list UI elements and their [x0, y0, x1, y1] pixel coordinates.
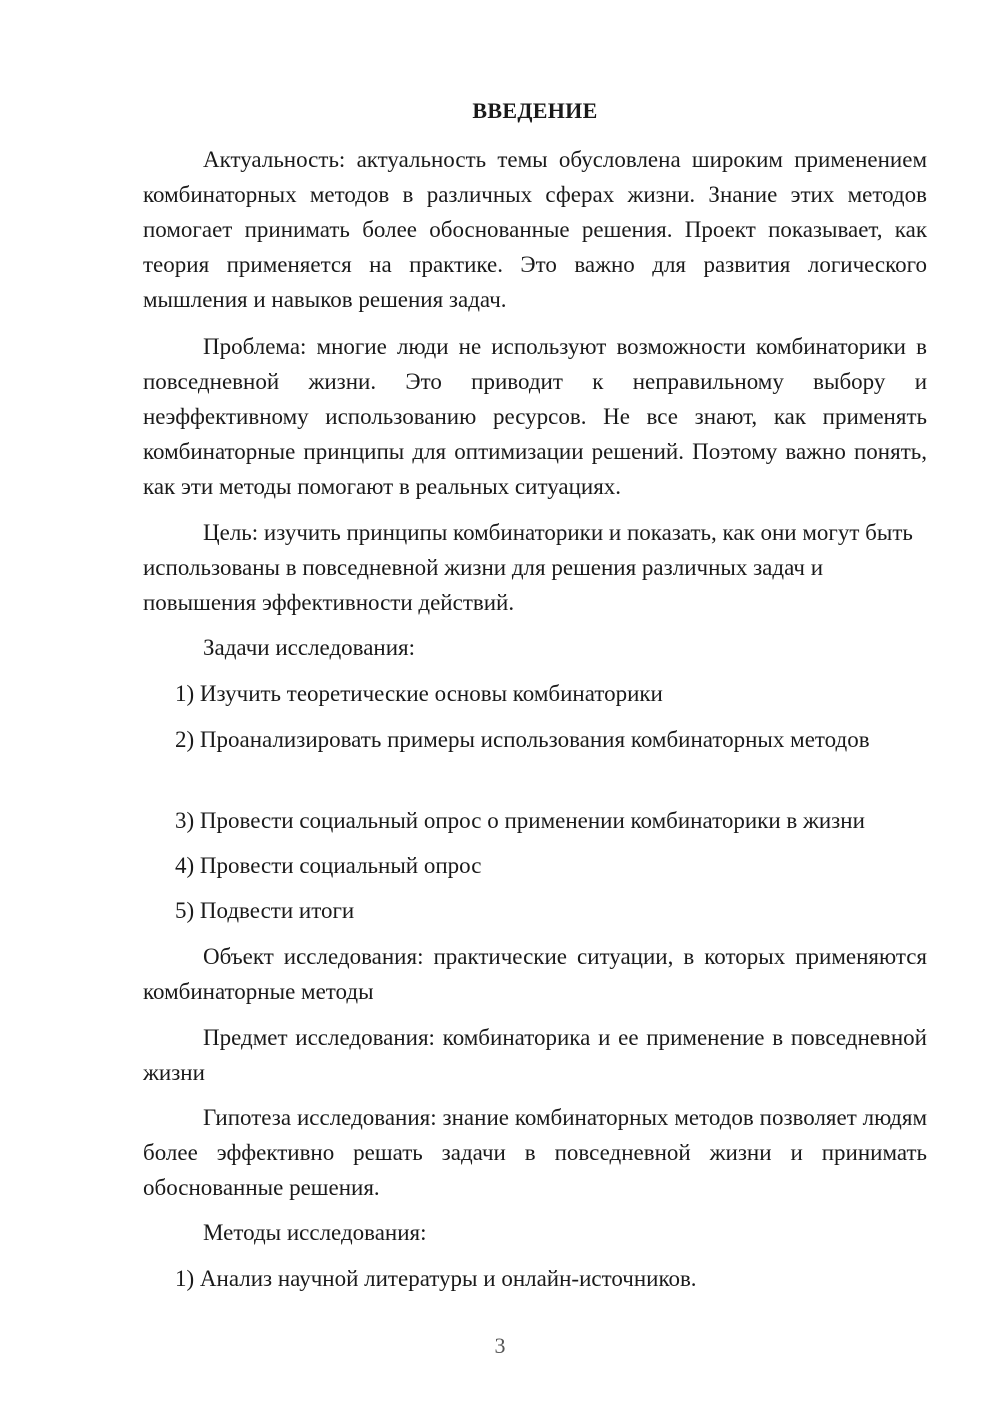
hypothesis-paragraph: Гипотеза исследования: знание комбинаторных методов позволяет людям более эффективно решать задачи в повседневной жизни и принимать обоснованные решения. — [143, 1105, 927, 1200]
task-item: 5) Подвести итоги — [175, 898, 355, 923]
tasks-heading: Задачи исследования: — [203, 635, 416, 660]
problem-paragraph: Проблема: многие люди не используют возможности комбинаторики в повседневной жизни. Это приводит к неправильному выбору и неэффективному использованию ресурсов. Не все знают, как применять комбинаторные принципы для оптимизации решений. Поэтому важно понять, как эти методы помогают в реальных ситуациях. — [143, 334, 927, 499]
task-item: 3) Провести социальный опрос о применении комбинаторики в жизни — [175, 808, 865, 833]
goal-paragraph: Цель: изучить принципы комбинаторики и показать, как они могут быть использованы в повседневной жизни для решения различных задач и повышения эффективности действий. — [143, 520, 913, 615]
page-number: 3 — [494, 1333, 506, 1358]
subject-paragraph: Предмет исследования: комбинаторика и ее применение в повседневной жизни — [143, 1025, 927, 1085]
relevance-paragraph: Актуальность: актуальность темы обусловлена широким применением комбинаторных методов в различных сферах жизни. Знание этих методов помогает принимать более обоснованные решения. Проект показывает, как теория применяется на практике. Это важно для развития логического мышления и навыков решения задач. — [143, 147, 927, 312]
methods-heading: Методы исследования: — [203, 1220, 427, 1245]
task-item: 2) Проанализировать примеры использования комбинаторных методов — [175, 727, 870, 752]
object-paragraph: Объект исследования: практические ситуации, в которых применяются комбинаторные методы — [143, 944, 927, 1004]
task-item: 4) Провести социальный опрос — [175, 853, 482, 878]
page-title: ВВЕДЕНИЕ — [472, 98, 598, 123]
method-item: 1) Анализ научной литературы и онлайн-источников. — [175, 1266, 697, 1291]
task-item: 1) Изучить теоретические основы комбинаторики — [175, 681, 663, 706]
